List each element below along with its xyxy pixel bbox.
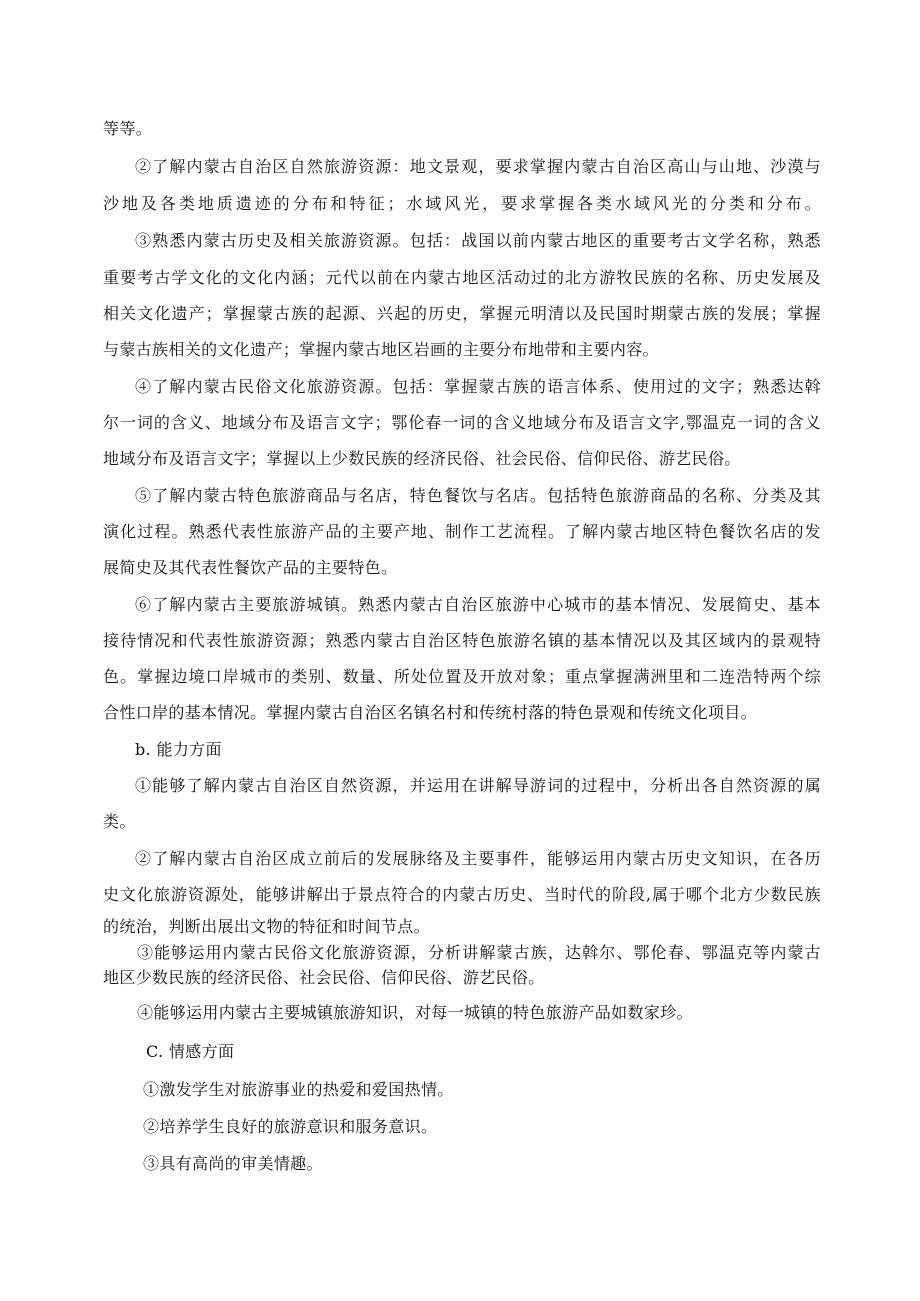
text-line: 展简史及其代表性餐饮产品的主要特色。 <box>103 558 398 577</box>
text-line: 的统治，判断出展出文物的特征和时间节点。 <box>103 917 431 936</box>
text-line: 史文化旅游资源处，能够讲解出于景点符合的内蒙古历史、当时代的阶段,属于哪个北方少数民族 <box>103 885 821 904</box>
text-line: 类。 <box>103 812 136 831</box>
section-heading: b. 能力方面 <box>135 740 222 759</box>
text-line: ⑥了解内蒙古主要旅游城镇。熟悉内蒙古自治区旅游中心城市的基本情况、发展简史、基本 <box>135 595 821 614</box>
text-line: 与蒙古族相关的文化遗产；掌握内蒙古地区岩画的主要分布地带和主要内容。 <box>103 340 659 359</box>
text-line: 等等。 <box>103 119 153 138</box>
text-line: 地域分布及语言文字；掌握以上少数民族的经济民俗、社会民俗、信仰民俗、游艺民俗。 <box>103 449 741 468</box>
text-line: ③具有高尚的审美情趣。 <box>143 1154 323 1173</box>
text-line: ⑤了解内蒙古特色旅游商品与名店，特色餐饮与名店。包括特色旅游商品的名称、分类及其 <box>135 486 821 505</box>
text-line: ②培养学生良好的旅游意识和服务意识。 <box>143 1117 438 1136</box>
text-line: ④了解内蒙古民俗文化旅游资源。包括：掌握蒙古族的语言体系、使用过的文字；熟悉达斡 <box>135 377 821 396</box>
text-line: ②了解内蒙古自治区成立前后的发展脉络及主要事件，能够运用内蒙古历史文知识，在各历 <box>135 849 821 868</box>
text-line: ②了解内蒙古自治区自然旅游资源：地文景观，要求掌握内蒙古自治区高山与山地、沙漠与 <box>135 157 821 176</box>
text-line: ④能够运用内蒙古主要城镇旅游知识，对每一城镇的特色旅游产品如数家珍。 <box>137 1003 693 1022</box>
text-line: 重要考古学文化的文化内涵；元代以前在内蒙古地区活动过的北方游牧民族的名称、历史发展及 <box>103 268 821 287</box>
text-line: 演化过程。熟悉代表性旅游产品的主要产地、制作工艺流程。了解内蒙古地区特色餐饮名店的发 <box>103 522 821 541</box>
text-line: 相关文化遗产；掌握蒙古族的起源、兴起的历史，掌握元明清以及民国时期蒙古族的发展；掌握 <box>103 304 821 323</box>
section-heading: C. 情感方面 <box>146 1042 235 1061</box>
text-line: ①激发学生对旅游事业的热爱和爱国热情。 <box>143 1080 454 1099</box>
text-line: ③能够运用内蒙古民俗文化旅游资源，分析讲解蒙古族，达斡尔、鄂伦春、鄂温克等内蒙古 <box>137 943 821 962</box>
text-line: 沙地及各类地质遗迹的分布和特征；水域风光，要求掌握各类水域风光的分类和分布。 <box>103 194 821 213</box>
text-line: 地区少数民族的经济民俗、社会民俗、信仰民俗、游艺民俗。 <box>103 968 545 987</box>
text-line: 尔一词的含义、地域分布及语言文字；鄂伦春一词的含义地域分布及语言文字,鄂温克一词的含义 <box>103 413 821 432</box>
text-line: ③熟悉内蒙古历史及相关旅游资源。包括：战国以前内蒙古地区的重要考古文学名称，熟悉 <box>135 231 821 250</box>
text-line: ①能够了解内蒙古自治区自然资源，并运用在讲解导游词的过程中，分析出各自然资源的属 <box>135 776 821 795</box>
text-line: 接待情况和代表性旅游资源；熟悉内蒙古自治区特色旅游名镇的基本情况以及其区域内的景观特 <box>103 631 821 650</box>
text-line: 合性口岸的基本情况。掌握内蒙古自治区名镇名村和传统村落的特色景观和传统文化项目。 <box>103 703 758 722</box>
text-line: 色。掌握边境口岸城市的类别、数量、所处位置及开放对象；重点掌握满洲里和二连浩特两个综 <box>103 667 821 686</box>
